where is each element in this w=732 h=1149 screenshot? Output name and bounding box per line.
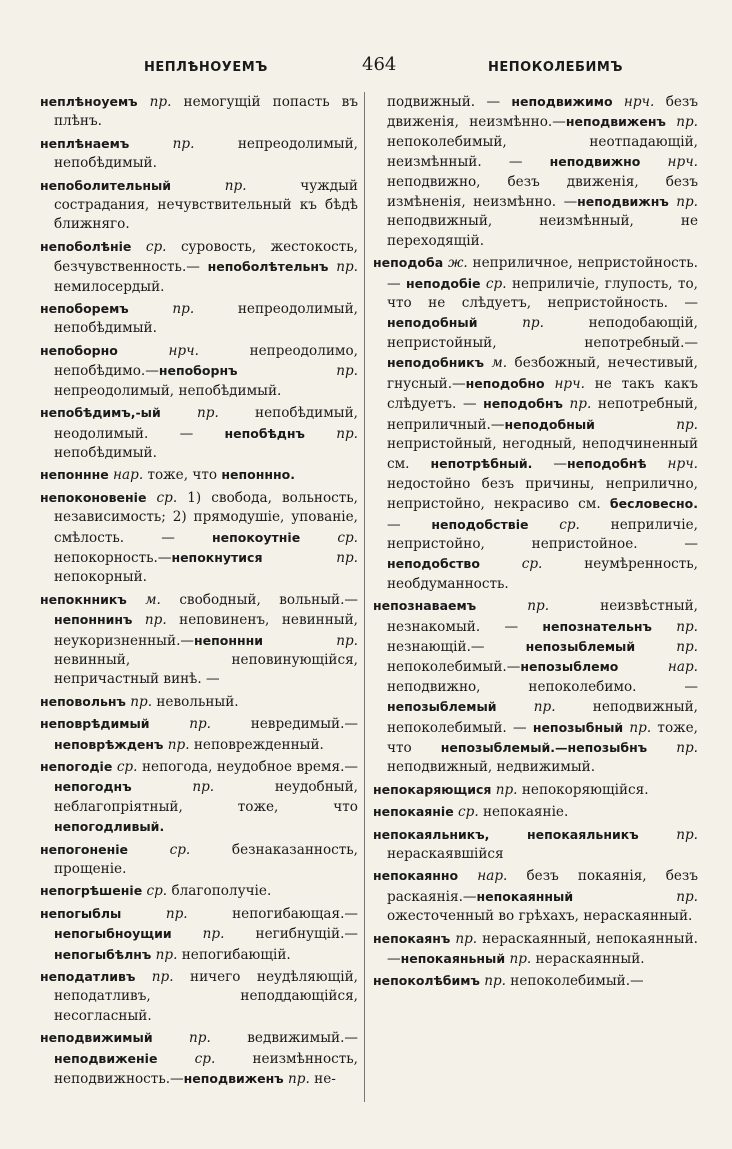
entry-grammar-label: пр. [647,740,698,756]
entry-headword: неподвижимый [40,1030,153,1046]
entry-headword: непозыблемый.—непозыбнъ [440,740,648,755]
entry-grammar-label: нар. [618,659,698,676]
entry-headword: неповрѣжденъ [54,736,164,752]
entry-headword: непогыбѣлнъ [54,946,152,962]
entry-definition-text: чуждый сострадания, нечувствительный къ бѣдѣ ближняго. [54,177,358,233]
entry-headword: непозыблемый [387,699,497,715]
entry-grammar-label: пр. [135,969,174,986]
entry-definition-text: непобѣдимый, неодолимый. — [54,405,358,442]
entry-headword: непокаянъ [373,930,451,946]
dictionary-entry [40,692,358,712]
dictionary-entry [40,341,358,401]
entry-definition-text: тоже, что [143,467,222,484]
entry-definition-text: суровость, жестокость, безчувственность.— [54,238,358,276]
entry-headword: непоконовеніе [40,489,147,505]
dictionary-entry [40,881,358,901]
entry-headword: непокаянно [373,868,459,884]
entry-grammar-label: пр. [132,612,167,629]
entry-headword: непокоутніе [211,529,301,545]
entry-grammar-label: нрч. [646,456,698,473]
entry-grammar-label: нар. [458,868,508,885]
entry-definition-text: неприличное, непристойность. — [387,255,698,292]
page-number: 464 [362,54,397,75]
entry-grammar-label: пр. [573,888,698,905]
entry-definition-text: нераскаянный, непокаянный.— [387,930,698,968]
entry-headword: неподвиженіе [54,1050,158,1066]
entry-headword: непокаяльникъ, непокаяльникъ [373,826,639,842]
entry-headword: неподобно [465,375,545,391]
entry-definition-text: 1) свобода, вольность, независимость; 2) прямодушіе, упованіе, смѣлость. — [54,489,358,546]
dictionary-entry [373,92,698,251]
entry-definition-text: — [387,516,432,533]
entry-grammar-label: ср. [146,489,178,506]
page-header [40,52,700,82]
entry-headword: неподобный [387,315,478,331]
entry-grammar-label: пр. [163,736,190,753]
entry-definition-text: непокорность.— [54,549,172,566]
dictionary-entry [40,904,358,965]
entry-grammar-label: пр. [328,259,358,276]
entry-grammar-label: ж. [443,255,468,272]
entry-definition-text: негибнущій.— [224,926,358,943]
entry-headword: непогодливый. [54,819,165,835]
entry-grammar-label: ср. [528,516,580,533]
entry-grammar-label: нрч. [640,154,698,171]
dictionary-entry [373,253,698,594]
entry-definition-text: безъ покаянія, безъ раскаянія.— [387,868,698,905]
entry-definition-text: неповрежденный. [189,736,324,753]
entry-headword: непозыбный [532,719,624,735]
entry-grammar-label: ср. [480,275,507,292]
entry-definition-text: неподвижный, непоколебимый. — [387,699,698,736]
entry-headword: неповольнъ [40,693,126,709]
entry-headword: непокаянный [476,888,574,904]
entry-grammar-label: нрч. [117,342,199,359]
entry-headword: непобѣдимъ,-ый [40,405,161,421]
entry-definition-text: тоже, что [387,719,699,756]
entry-definition-text: ведвижимый.— [210,1030,358,1047]
entry-grammar-label: пр. [623,719,652,736]
entry-headword: непогоненіе [40,841,128,857]
entry-headword: неплѣнаемъ [40,135,130,151]
entry-grammar-label: пр. [262,549,358,566]
entry-definition-text: неудобный, неблагопріятный, тоже, что [54,779,358,815]
entry-headword: неподобникъ [387,355,485,371]
entry-headword: непоборнъ [158,363,238,379]
entry-grammar-label: пр. [491,781,518,798]
entry-grammar-label: ср. [142,883,168,900]
entry-headword: непознаваемъ [373,598,477,614]
entry-headword: неподвижнъ [577,194,669,210]
entry-definition-text: непоколебимый.— [505,973,644,990]
entry-definition-text: неподобающій, непристойный, непотребный.— [387,315,698,351]
entry-grammar-label: пр. [152,1030,211,1047]
entry-headword: непоннно. [221,467,295,483]
dictionary-entry [40,237,358,297]
column-divider [364,92,365,1102]
entry-grammar-label: пр. [283,1071,310,1088]
running-head-left: НЕПЛѢНОУЕМЪ [144,60,268,75]
entry-headword: неподатливъ [40,969,136,985]
entry-grammar-label: пр. [160,405,219,422]
entry-grammar-label: пр. [505,951,532,968]
dictionary-entry [373,971,698,991]
entry-definition-text: — [532,456,567,473]
entry-headword: непоболѣніе [40,238,132,254]
entry-definition-text: непреодолимый, непобѣдимый. [54,301,358,337]
entry-grammar-label: пр. [131,779,215,796]
dictionary-entry [373,866,698,926]
entry-definition-text: неповиненъ, невинный, неукоризненный.— [54,612,358,649]
entry-definition-text: непреодолимый, непобѣдимый. [54,135,358,172]
dictionary-entry [40,134,358,174]
dictionary-entry [373,780,698,800]
entry-definition-text: немилосердый. [54,278,165,295]
entry-definition-text: непогода, неудобное время.— [137,759,358,775]
entry-headword: непогыбноущии [54,926,172,942]
entry-definition-text: незнающій.— [387,638,526,655]
entry-grammar-label: пр. [450,930,478,947]
entry-grammar-label: нрч. [544,375,585,392]
entry-headword: непоболѣтельнъ [207,259,329,275]
entry-grammar-label: пр. [171,926,225,943]
entry-grammar-label: нар. [108,467,144,484]
entry-headword: непокнникъ [40,591,127,607]
entry-headword: неподобство [387,556,480,572]
entry-definition-text: безнаказанность, прощеніе. [54,841,358,878]
entry-grammar-label: пр. [651,618,698,635]
entry-definition-text: неприличіе, глупость, то, что не слѣдуетъ, непристойность. — [387,275,698,312]
entry-headword: непокаяніе [373,804,454,820]
entry-grammar-label: пр. [496,699,556,716]
entry-grammar-label: пр. [594,416,698,433]
entry-grammar-label: пр. [635,638,698,655]
entry-headword: непоннне [40,467,109,483]
entry-grammar-label: пр. [121,905,188,922]
entry-definition-text: неумѣренность, необдуманность. [387,556,698,592]
right-column [373,92,698,994]
entry-definition-text: не такъ какъ слѣдуетъ. — [387,375,698,413]
entry-headword: непогодіе [40,759,113,774]
entry-headword: неподвиженъ [183,1071,284,1087]
entry-definition-text: нераскаянный. [531,951,645,968]
entry-definition-text: непристойный, негодный, неподчиненный см. [387,435,698,473]
entry-grammar-label: пр. [237,363,358,380]
entry-grammar-label: пр. [137,94,172,110]
left-column [40,92,358,1092]
entry-definition-text: непокаяніе. [478,804,569,821]
dictionary-entry [373,802,698,822]
entry-headword: неподобнъ [483,396,563,412]
entry-definition-text: непобѣдимый. [54,444,157,461]
entry-grammar-label: пр. [128,301,195,318]
entry-headword: непотрѣбный. [430,456,533,472]
entry-definition-text: невредимый.— [211,716,358,733]
entry-headword: неповрѣдимый [40,716,150,732]
entry-definition-text: непогибающій. [177,946,291,963]
entry-definition-text: непокоряющійся. [517,781,649,798]
entry-grammar-label: м. [126,591,161,608]
entry-grammar-label: пр. [263,632,358,649]
running-head-right: НЕПОКОЛЕБИМЪ [488,60,623,75]
entry-definition-text: неподвижный, недвижимый. [387,759,596,776]
entry-headword: непоборно [40,342,118,358]
dictionary-entry [373,596,698,778]
dictionary-entry [40,1028,358,1089]
dictionary-entry [373,825,698,865]
dictionary-entry [40,590,358,690]
entry-definition-text: нераскаявшійся [387,846,504,863]
entry-grammar-label: ср. [127,841,191,858]
entry-grammar-label: м. [484,355,508,372]
entry-definition-text: подвижный. — [387,94,512,110]
dictionary-entry [40,299,358,339]
entry-definition-text: немогущій попасть въ плѣнъ. [54,94,358,130]
entry-grammar-label: нрч. [612,94,655,110]
entry-definition-text: непоколебимый.— [387,659,521,676]
entry-headword: непоколѣбимъ [373,973,480,989]
entry-headword: непоннни [193,632,263,648]
entry-headword: неплѣноуемъ [40,94,138,109]
entry-definition-text: непреодолимо, непобѣдимо.— [54,342,358,380]
entry-headword: неподобнѣ [566,456,647,472]
entry-definition-text: непреодолимый, непобѣдимый. [54,382,282,399]
entry-grammar-label: ср. [131,238,167,255]
entry-definition-text: неподвижно, безъ движенія, безъ измѣненія, неизмѣнно. — [387,173,698,211]
entry-definition-text: неизмѣнность, неподвижность.— [54,1050,358,1088]
dictionary-entry [40,403,358,463]
dictionary-entry [40,465,358,485]
entry-grammar-label: пр. [668,194,698,211]
dictionary-entry [40,488,358,588]
entry-grammar-label: пр. [149,716,211,733]
entry-headword: непогыблы [40,905,122,921]
entry-definition-text: невинный, неповинующійся, непричастный винѣ. — [54,651,358,688]
dictionary-entry [40,967,358,1026]
entry-headword: непозыблемо [520,659,619,675]
entry-headword: неподоба [373,255,444,271]
entry-definition-text: не- [309,1071,336,1088]
entry-headword: бесловесно. [609,496,698,512]
entry-grammar-label: ср. [453,804,479,821]
dictionary-entry [373,929,698,970]
entry-grammar-label: пр. [476,598,550,615]
entry-headword: непоборемъ [40,301,129,317]
entry-definition-text: неподвижно, непоколебимо. — [387,678,698,695]
entry-definition-text: невольный. [152,693,239,710]
entry-headword: непоннинъ [54,612,133,628]
dictionary-entry [40,840,358,880]
entry-definition-text: неподвижный, неизмѣнный, не переходящій. [387,213,698,249]
entry-definition-text: непоколебимый, неотпадающій, неизмѣнный. — [387,133,698,171]
entry-definition-text: недостойно безъ причины, неприлично, непристойно, некрасиво см. [387,475,698,513]
entry-grammar-label: пр. [477,315,544,332]
entry-grammar-label: ср. [479,556,543,573]
entry-definition-text: непогибающая.— [187,905,358,922]
entry-grammar-label: пр. [665,114,698,131]
entry-definition-text: благополучіе. [167,883,272,900]
entry-grammar-label: ср. [300,529,358,546]
entry-headword: неподобіе [406,275,481,291]
entry-grammar-label: пр. [125,693,153,710]
entry-headword: непогоднъ [54,779,132,795]
entry-grammar-label: пр. [562,396,592,413]
entry-headword: неподвижно [549,154,641,170]
entry-grammar-label: пр. [171,177,247,194]
entry-headword: неподобный [504,416,595,432]
entry-grammar-label: пр. [638,826,698,843]
entry-headword: непозыблемый [525,638,636,654]
entry-headword: неподвиженъ [565,114,666,130]
dictionary-entry [40,176,358,235]
entry-grammar-label: пр. [129,135,195,152]
entry-grammar-label: пр. [151,946,178,963]
entry-grammar-label: ср. [112,759,138,775]
entry-headword: непокаяньный [400,951,506,967]
entry-grammar-label: пр. [304,425,358,442]
dictionary-entry [40,92,358,132]
dictionary-entry [40,757,358,838]
entry-headword: непобѣднъ [224,425,305,441]
entry-headword: непоболительный [40,177,172,193]
entry-headword: неподвижимо [511,94,613,109]
entry-definition-text: безбожный, нечестивый, гнусный.— [387,355,698,392]
entry-definition-text: неприличіе, непристойно, непристойное. — [387,516,698,552]
entry-headword: неподобствіе [431,516,529,532]
entry-definition-text: ничего неудѣляющій, неподатливъ, неподдающійся, несогласный. [54,969,358,1024]
entry-grammar-label: ср. [157,1050,216,1067]
entry-definition-text: непокорный. [54,569,147,586]
entry-definition-text: неизвѣстный, незнакомый. — [387,598,698,635]
entry-headword: непознательнъ [542,618,652,634]
entry-headword: непокнутися [171,549,263,565]
entry-headword: непогрѣшеніе [40,883,143,899]
entry-definition-text: безъ движенія, неизмѣнно.— [387,94,698,131]
dictionary-entry [40,714,358,755]
entry-definition-text: непотребный, неприличный.— [387,396,698,433]
entry-definition-text: свободный, вольный.— [160,591,358,608]
entry-grammar-label: пр. [479,973,506,990]
entry-definition-text: ожесточенный во грѣхахъ, нераскаянный. [387,908,693,925]
entry-headword: непокаряющися [373,781,492,797]
